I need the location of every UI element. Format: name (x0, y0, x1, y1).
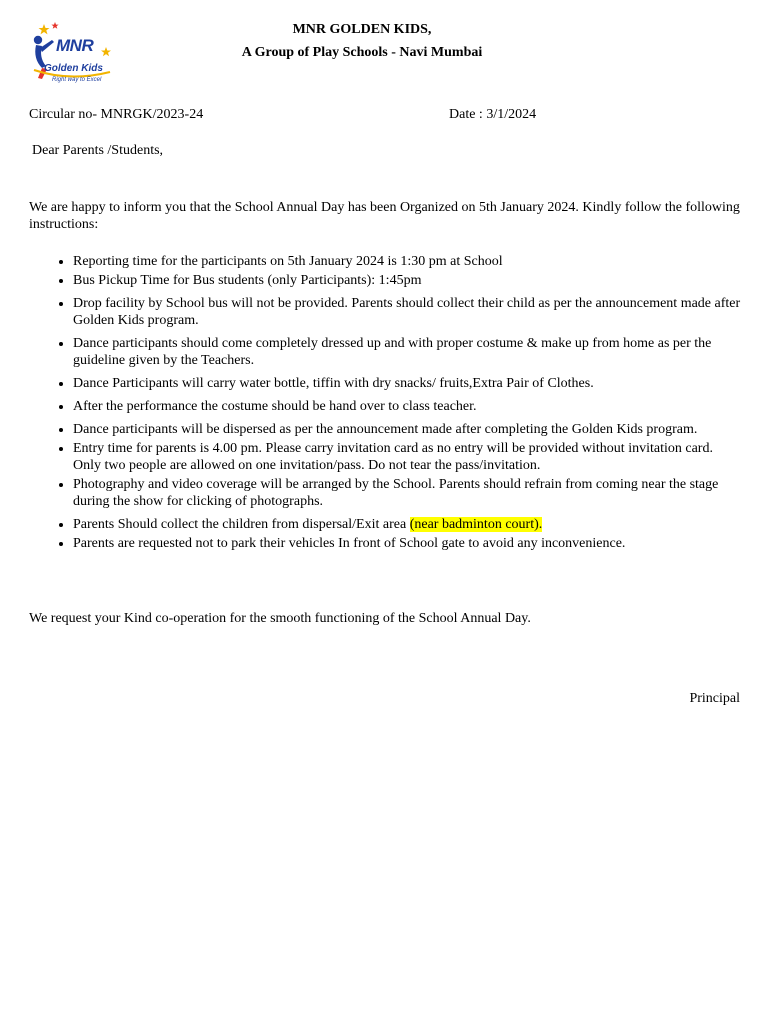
list-item: • Drop facility by School bus will not be provided. Parents should collect their child as per the announcement made after Golden Kids program. (73, 295, 744, 329)
list-item: • Dance participants should come completely dressed up and with proper costume & make up from home as per the guideline given by the Teachers. (73, 335, 744, 369)
list-item: • Entry time for parents is 4.00 pm. Please carry invitation card as no entry will be provided without invitation card. Only two people are allowed on one invitation/pass. Do not tear the pass/invitation. (73, 440, 744, 474)
highlighted-location: (near badminton court). (409, 517, 543, 532)
closing-paragraph: We request your Kind co-operation for the smooth functioning of the School Annual Day. (29, 611, 531, 626)
circular-date: Date : 3/1/2024 (449, 107, 537, 122)
list-item: • Parents are requested not to park their vehicles In front of School gate to avoid any inconvenience. (73, 535, 744, 552)
school-name-heading: MNR GOLDEN KIDS, (292, 22, 432, 37)
logo-tagline-text: Right way to Excel (52, 77, 102, 83)
school-subtitle-heading: A Group of Play Schools - Navi Mumbai (241, 45, 483, 60)
intro-paragraph: We are happy to inform you that the School Annual Day has been Organized on 5th January 2024. Kindly follow the following instructions: (29, 200, 740, 232)
list-item: • Reporting time for the participants on 5th January 2024 is 1:30 pm at School (73, 253, 744, 270)
list-item: • Dance participants will be dispersed as per the announcement made after completing the Golden Kids program. (73, 421, 744, 438)
logo-name-text: Golden Kids (44, 63, 103, 74)
list-item: • After the performance the costume should be hand over to class teacher. (73, 398, 744, 415)
logo-brand-text: MNR (56, 36, 94, 55)
list-item: • Bus Pickup Time for Bus students (only Participants): 1:45pm (73, 272, 744, 289)
signature: Principal (689, 691, 740, 706)
instructions-list (29, 253, 744, 558)
circular-number: Circular no- MNRGK/2023-24 (29, 107, 204, 122)
list-item-exit-area (73, 516, 744, 533)
list-item: • Photography and video coverage will be arranged by the School. Parents should refrain from coming near the stage during the show for clicking of photographs. (73, 476, 744, 510)
exit-area-text: Parents Should collect the children from dispersal/Exit area (73, 517, 410, 532)
list-item: • Dance Participants will carry water bottle, tiffin with dry snacks/ fruits,Extra Pair of Clothes. (73, 375, 744, 392)
salutation: Dear Parents /Students, (32, 143, 164, 158)
